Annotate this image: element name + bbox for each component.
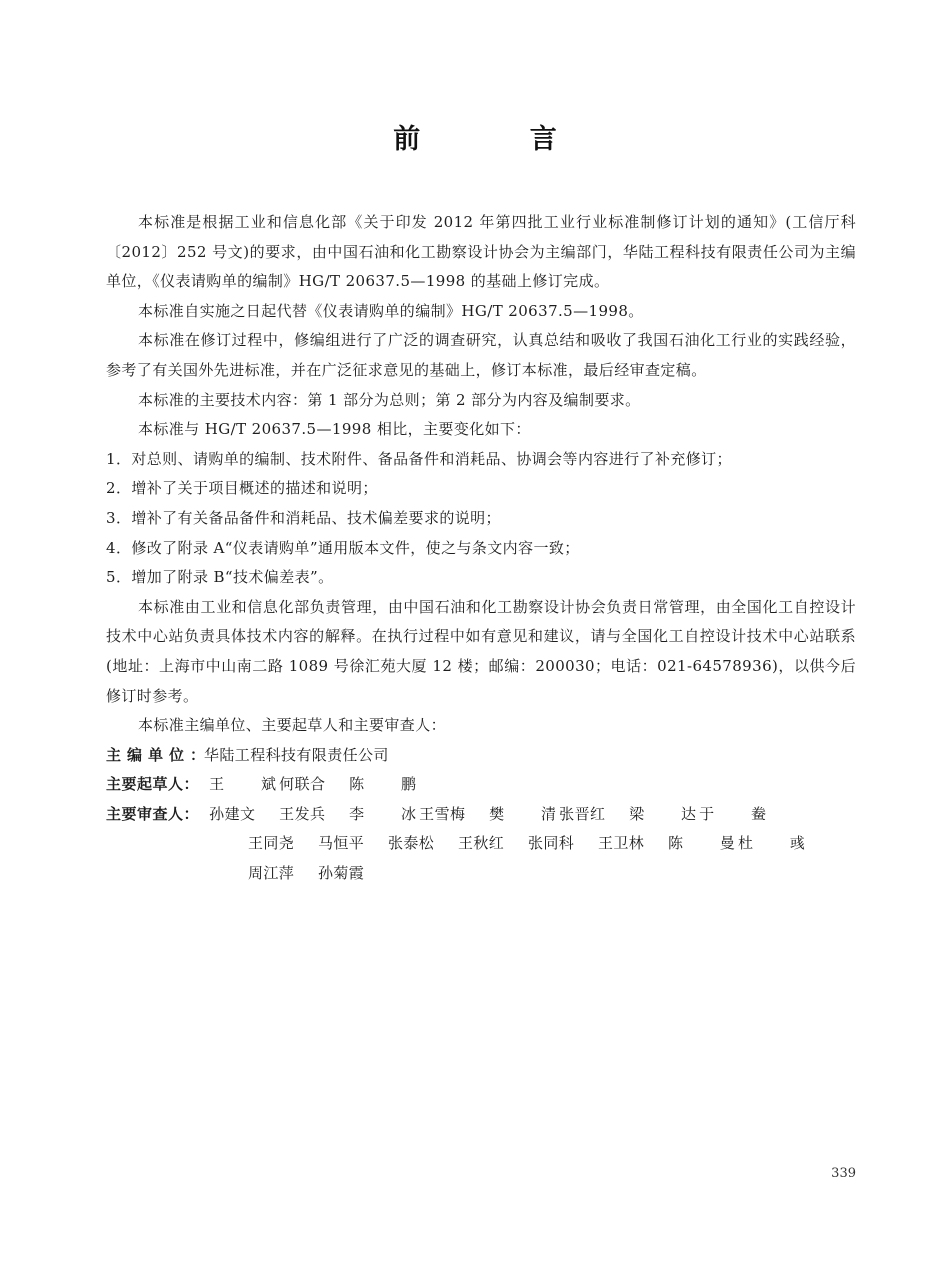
paragraph-main-content: 本标准的主要技术内容：第 1 部分为总则；第 2 部分为内容及编制要求。 (138, 390, 641, 409)
reviewer-name: 王卫林 (598, 834, 645, 853)
reviewer-name: 于 鲞 (699, 804, 782, 823)
reviewer-name: 王雪梅 (419, 804, 466, 823)
reviewers-row (106, 829, 856, 859)
reviewers-row (106, 859, 856, 889)
reviewer-name: 孙建文 (209, 804, 256, 823)
list-item: 4．修改了附录 A“仪表请购单”通用版本文件，使之与条文内容一致； (106, 538, 580, 557)
reviewer-name: 杜 彧 (738, 834, 821, 853)
reviewer-name: 张晋红 (559, 804, 606, 823)
reviewer-name: 张同科 (528, 834, 575, 853)
preface-body (106, 208, 856, 889)
editor-unit-label: 主编单位： (106, 745, 212, 764)
list-item: 2．增补了关于项目概述的描述和说明； (106, 479, 378, 498)
editor-unit-row (106, 741, 856, 771)
paragraph-changes-intro: 本标准与 HG/T 20637.5—1998 相比，主要变化如下： (138, 420, 531, 439)
list-item: 5．增加了附录 B“技术偏差表”。 (106, 568, 334, 587)
reviewer-name: 王秋红 (458, 834, 505, 853)
paragraph-basis: 本标准是根据工业和信息化部《关于印发 2012 年第四批工业行业标准制修订计划的通知》(工信厅科〔2012〕252 号文)的要求，由中国石油和化工勘察设计协会为主编部门，华陆工程科技有限责任公司为主编单位，《仪表请购单的编制》HG/T 20637.5—1998 的基础上修订完成。 (106, 213, 856, 291)
reviewer-name: 李 冰 (349, 804, 432, 823)
reviewers-row (106, 800, 856, 830)
reviewer-name: 周江萍 (248, 864, 295, 883)
page-number: 339 (831, 1166, 856, 1181)
drafter-name: 王 斌 (209, 775, 292, 794)
list-item: 3．增补了有关备品备件和消耗品、技术偏差要求的说明； (106, 508, 501, 527)
paragraph-replacement: 本标准自实施之日起代替《仪表请购单的编制》HG/T 20637.5—1998。 (138, 301, 644, 320)
reviewers-label: 主要审查人： (106, 804, 200, 823)
drafter-name: 何联合 (279, 775, 326, 794)
paragraph-units-intro: 本标准主编单位、主要起草人和主要审查人： (138, 716, 447, 735)
drafters-label: 主要起草人： (106, 775, 200, 794)
paragraph-revision-process: 本标准在修订过程中，修编组进行了广泛的调查研究，认真总结和吸收了我国石油化工行业的实践经验，参考了有关国外先进标准，并在广泛征求意见的基础上，修订本标准，最后经审查定稿。 (106, 331, 856, 379)
editor-unit-value: 华陆工程科技有限责任公司 (204, 745, 389, 764)
reviewer-name: 孙菊霞 (318, 864, 365, 883)
drafters-row (106, 770, 856, 800)
paragraph-management: 本标准由工业和信息化部负责管理，由中国石油和化工勘察设计协会负责日常管理，由全国化工自控设计技术中心站负责具体技术内容的解释。在执行过程中如有意见和建议，请与全国化工自控设计技术中心站联系(地址：上海市中山南二路 1089 号徐汇苑大厦 12 楼；邮编：200030；电话：021-64578936)，以供今后修订时参考。 (106, 597, 856, 705)
reviewer-name: 陈 曼 (668, 834, 751, 853)
reviewer-name: 樊 清 (489, 804, 572, 823)
drafter-name: 陈 鹏 (349, 775, 432, 794)
reviewer-name: 张泰松 (388, 834, 435, 853)
list-item: 1．对总则、请购单的编制、技术附件、备品备件和消耗品、协调会等内容进行了补充修订； (106, 449, 732, 468)
reviewer-name: 王同尧 (248, 834, 295, 853)
page-title: 前 言 (393, 124, 607, 155)
reviewer-name: 梁 达 (629, 804, 712, 823)
reviewer-name: 王发兵 (279, 804, 326, 823)
reviewer-name: 马恒平 (318, 834, 365, 853)
